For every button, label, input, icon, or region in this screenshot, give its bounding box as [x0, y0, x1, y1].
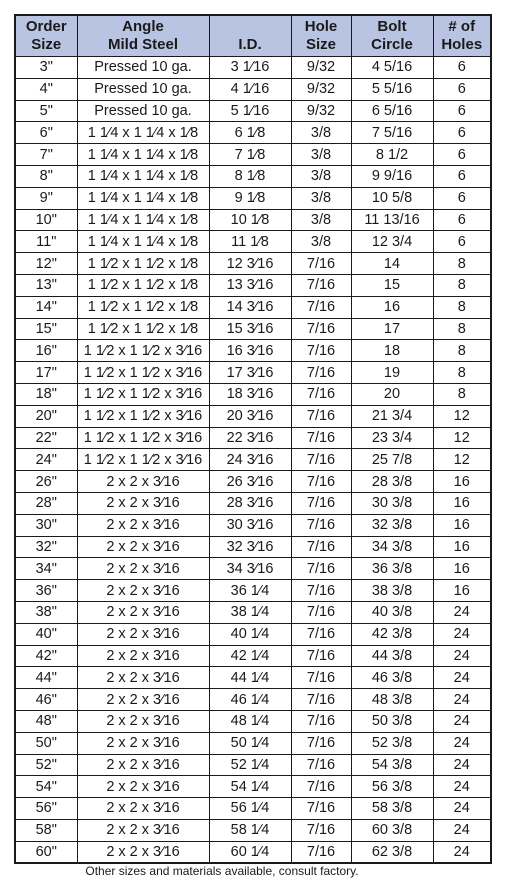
cell-id: 22 3⁄16: [209, 427, 291, 449]
cell-num-holes: 8: [433, 340, 491, 362]
header-order-size: [15, 15, 77, 57]
cell-num-holes: 24: [433, 667, 491, 689]
cell-id: 46 1⁄4: [209, 689, 291, 711]
table-row: [15, 165, 491, 187]
cell-bolt-circle: 34 3/8: [351, 536, 433, 558]
cell-angle: 2 x 2 x 3⁄16: [77, 819, 209, 841]
cell-id: 52 1⁄4: [209, 754, 291, 776]
cell-id: 9 1⁄8: [209, 187, 291, 209]
header-line: # of: [448, 18, 476, 35]
cell-order-size: 5": [15, 100, 77, 122]
cell-num-holes: 6: [433, 57, 491, 79]
header-line: Circle: [371, 36, 413, 53]
cell-num-holes: 24: [433, 601, 491, 623]
header-line: Size: [305, 36, 336, 53]
cell-hole-size: 7/16: [291, 492, 351, 514]
cell-bolt-circle: 25 7/8: [351, 449, 433, 471]
cell-angle: 2 x 2 x 3⁄16: [77, 558, 209, 580]
cell-hole-size: 7/16: [291, 253, 351, 275]
cell-bolt-circle: 30 3/8: [351, 492, 433, 514]
cell-angle: 1 1⁄2 x 1 1⁄2 x 1⁄8: [77, 274, 209, 296]
table-row: [15, 471, 491, 493]
cell-bolt-circle: 32 3/8: [351, 514, 433, 536]
table-row: [15, 231, 491, 253]
cell-id: 17 3⁄16: [209, 362, 291, 384]
cell-num-holes: 16: [433, 514, 491, 536]
cell-bolt-circle: 16: [351, 296, 433, 318]
cell-num-holes: 6: [433, 187, 491, 209]
cell-id: 28 3⁄16: [209, 492, 291, 514]
cell-hole-size: 7/16: [291, 362, 351, 384]
cell-hole-size: 7/16: [291, 776, 351, 798]
cell-id: 15 3⁄16: [209, 318, 291, 340]
cell-hole-size: 3/8: [291, 187, 351, 209]
cell-order-size: 60": [15, 841, 77, 863]
cell-hole-size: 7/16: [291, 558, 351, 580]
cell-order-size: 17": [15, 362, 77, 384]
cell-num-holes: 12: [433, 449, 491, 471]
cell-hole-size: 7/16: [291, 296, 351, 318]
cell-num-holes: 16: [433, 471, 491, 493]
cell-bolt-circle: 62 3/8: [351, 841, 433, 863]
cell-bolt-circle: 28 3/8: [351, 471, 433, 493]
cell-num-holes: 24: [433, 623, 491, 645]
cell-angle: 2 x 2 x 3⁄16: [77, 689, 209, 711]
cell-order-size: 16": [15, 340, 77, 362]
cell-order-size: 42": [15, 645, 77, 667]
cell-bolt-circle: 56 3/8: [351, 776, 433, 798]
cell-angle: 2 x 2 x 3⁄16: [77, 841, 209, 863]
cell-order-size: 54": [15, 776, 77, 798]
cell-bolt-circle: 58 3/8: [351, 798, 433, 820]
cell-id: 48 1⁄4: [209, 710, 291, 732]
cell-bolt-circle: 19: [351, 362, 433, 384]
cell-order-size: 26": [15, 471, 77, 493]
cell-angle: 1 1⁄4 x 1 1⁄4 x 1⁄8: [77, 209, 209, 231]
cell-order-size: 11": [15, 231, 77, 253]
cell-id: 7 1⁄8: [209, 144, 291, 166]
cell-num-holes: 6: [433, 100, 491, 122]
table-row: [15, 296, 491, 318]
cell-id: 4 1⁄16: [209, 78, 291, 100]
table-row: [15, 580, 491, 602]
cell-bolt-circle: 42 3/8: [351, 623, 433, 645]
cell-bolt-circle: 6 5/16: [351, 100, 433, 122]
cell-id: 6 1⁄8: [209, 122, 291, 144]
cell-order-size: 18": [15, 383, 77, 405]
cell-hole-size: 7/16: [291, 710, 351, 732]
cell-num-holes: 24: [433, 798, 491, 820]
cell-hole-size: 7/16: [291, 667, 351, 689]
flange-ring-table-container: [14, 14, 490, 864]
cell-num-holes: 16: [433, 580, 491, 602]
cell-id: 18 3⁄16: [209, 383, 291, 405]
cell-angle: 2 x 2 x 3⁄16: [77, 710, 209, 732]
header-num-holes: [433, 15, 491, 57]
cell-id: 36 1⁄4: [209, 580, 291, 602]
header-line: Holes: [441, 36, 483, 53]
cell-order-size: 20": [15, 405, 77, 427]
cell-angle: 2 x 2 x 3⁄16: [77, 732, 209, 754]
table-row: [15, 427, 491, 449]
cell-hole-size: 3/8: [291, 231, 351, 253]
cell-id: 44 1⁄4: [209, 667, 291, 689]
cell-angle: 1 1⁄4 x 1 1⁄4 x 1⁄8: [77, 122, 209, 144]
cell-angle: 2 x 2 x 3⁄16: [77, 798, 209, 820]
cell-angle: 2 x 2 x 3⁄16: [77, 601, 209, 623]
cell-order-size: 52": [15, 754, 77, 776]
cell-angle: 1 1⁄4 x 1 1⁄4 x 1⁄8: [77, 231, 209, 253]
cell-angle: 2 x 2 x 3⁄16: [77, 536, 209, 558]
table-row: [15, 362, 491, 384]
cell-hole-size: 7/16: [291, 623, 351, 645]
cell-id: 40 1⁄4: [209, 623, 291, 645]
cell-bolt-circle: 15: [351, 274, 433, 296]
cell-id: 16 3⁄16: [209, 340, 291, 362]
cell-angle: 2 x 2 x 3⁄16: [77, 623, 209, 645]
cell-bolt-circle: 18: [351, 340, 433, 362]
cell-order-size: 22": [15, 427, 77, 449]
cell-num-holes: 24: [433, 841, 491, 863]
cell-bolt-circle: 50 3/8: [351, 710, 433, 732]
cell-id: 13 3⁄16: [209, 274, 291, 296]
cell-hole-size: 7/16: [291, 383, 351, 405]
cell-id: 60 1⁄4: [209, 841, 291, 863]
table-row: [15, 819, 491, 841]
cell-bolt-circle: 9 9/16: [351, 165, 433, 187]
footnote: Other sizes and materials available, consult factory.: [85, 864, 359, 878]
cell-num-holes: 24: [433, 645, 491, 667]
header-bolt-circle: [351, 15, 433, 57]
cell-angle: 2 x 2 x 3⁄16: [77, 754, 209, 776]
table-row: [15, 122, 491, 144]
cell-bolt-circle: 14: [351, 253, 433, 275]
cell-hole-size: 3/8: [291, 165, 351, 187]
cell-num-holes: 16: [433, 558, 491, 580]
cell-num-holes: 24: [433, 732, 491, 754]
cell-hole-size: 3/8: [291, 209, 351, 231]
cell-order-size: 28": [15, 492, 77, 514]
header-line: I.D.: [238, 36, 262, 53]
cell-hole-size: 7/16: [291, 798, 351, 820]
header-line: Hole: [304, 18, 338, 35]
cell-bolt-circle: 44 3/8: [351, 645, 433, 667]
cell-order-size: 12": [15, 253, 77, 275]
cell-angle: 2 x 2 x 3⁄16: [77, 645, 209, 667]
cell-angle: 1 1⁄2 x 1 1⁄2 x 3⁄16: [77, 449, 209, 471]
cell-angle: 1 1⁄2 x 1 1⁄2 x 1⁄8: [77, 318, 209, 340]
cell-order-size: 7": [15, 144, 77, 166]
cell-bolt-circle: 7 5/16: [351, 122, 433, 144]
header-id: [209, 15, 291, 57]
cell-id: 56 1⁄4: [209, 798, 291, 820]
table-body: [15, 57, 491, 864]
cell-num-holes: 6: [433, 165, 491, 187]
cell-order-size: 48": [15, 710, 77, 732]
cell-angle: 1 1⁄2 x 1 1⁄2 x 3⁄16: [77, 427, 209, 449]
table-row: [15, 536, 491, 558]
table-row: [15, 340, 491, 362]
cell-hole-size: 7/16: [291, 274, 351, 296]
table-row: [15, 144, 491, 166]
table-row: [15, 623, 491, 645]
table-row: [15, 558, 491, 580]
cell-hole-size: 9/32: [291, 100, 351, 122]
table-row: [15, 253, 491, 275]
table-row: [15, 601, 491, 623]
cell-order-size: 10": [15, 209, 77, 231]
cell-bolt-circle: 11 13/16: [351, 209, 433, 231]
cell-angle: 1 1⁄2 x 1 1⁄2 x 3⁄16: [77, 405, 209, 427]
cell-num-holes: 8: [433, 253, 491, 275]
cell-order-size: 34": [15, 558, 77, 580]
table-row: [15, 645, 491, 667]
table-row: [15, 710, 491, 732]
cell-angle: 2 x 2 x 3⁄16: [77, 776, 209, 798]
cell-bolt-circle: 10 5/8: [351, 187, 433, 209]
table-row: [15, 57, 491, 79]
cell-num-holes: 24: [433, 689, 491, 711]
cell-id: 12 3⁄16: [209, 253, 291, 275]
cell-bolt-circle: 54 3/8: [351, 754, 433, 776]
cell-angle: 2 x 2 x 3⁄16: [77, 580, 209, 602]
cell-hole-size: 7/16: [291, 340, 351, 362]
cell-hole-size: 7/16: [291, 471, 351, 493]
cell-angle: 1 1⁄2 x 1 1⁄2 x 1⁄8: [77, 253, 209, 275]
cell-id: 42 1⁄4: [209, 645, 291, 667]
header-line: Angle: [122, 18, 164, 35]
cell-num-holes: 6: [433, 78, 491, 100]
cell-id: 3 1⁄16: [209, 57, 291, 79]
cell-num-holes: 6: [433, 231, 491, 253]
cell-id: 30 3⁄16: [209, 514, 291, 536]
cell-angle: 1 1⁄2 x 1 1⁄2 x 3⁄16: [77, 362, 209, 384]
header-line: Order: [25, 18, 67, 35]
cell-bolt-circle: 46 3/8: [351, 667, 433, 689]
table-row: [15, 100, 491, 122]
cell-angle: 2 x 2 x 3⁄16: [77, 667, 209, 689]
cell-bolt-circle: 23 3/4: [351, 427, 433, 449]
cell-bolt-circle: 17: [351, 318, 433, 340]
table-row: [15, 187, 491, 209]
cell-angle: 1 1⁄4 x 1 1⁄4 x 1⁄8: [77, 144, 209, 166]
cell-id: 14 3⁄16: [209, 296, 291, 318]
cell-hole-size: 7/16: [291, 536, 351, 558]
cell-bolt-circle: 52 3/8: [351, 732, 433, 754]
cell-order-size: 36": [15, 580, 77, 602]
cell-num-holes: 24: [433, 754, 491, 776]
cell-angle: 2 x 2 x 3⁄16: [77, 492, 209, 514]
table-row: [15, 449, 491, 471]
cell-bolt-circle: 8 1/2: [351, 144, 433, 166]
cell-bolt-circle: 21 3/4: [351, 405, 433, 427]
table-row: [15, 405, 491, 427]
cell-hole-size: 7/16: [291, 580, 351, 602]
cell-num-holes: 16: [433, 492, 491, 514]
cell-id: 34 3⁄16: [209, 558, 291, 580]
cell-hole-size: 7/16: [291, 732, 351, 754]
cell-num-holes: 8: [433, 296, 491, 318]
cell-hole-size: 7/16: [291, 689, 351, 711]
cell-angle: Pressed 10 ga.: [77, 57, 209, 79]
cell-angle: 1 1⁄4 x 1 1⁄4 x 1⁄8: [77, 165, 209, 187]
cell-num-holes: 8: [433, 383, 491, 405]
cell-bolt-circle: 5 5/16: [351, 78, 433, 100]
cell-id: 32 3⁄16: [209, 536, 291, 558]
cell-num-holes: 12: [433, 427, 491, 449]
cell-id: 20 3⁄16: [209, 405, 291, 427]
table-row: [15, 667, 491, 689]
cell-num-holes: 24: [433, 710, 491, 732]
cell-bolt-circle: 40 3/8: [351, 601, 433, 623]
cell-angle: 1 1⁄2 x 1 1⁄2 x 1⁄8: [77, 296, 209, 318]
cell-order-size: 13": [15, 274, 77, 296]
cell-num-holes: 8: [433, 274, 491, 296]
table-row: [15, 754, 491, 776]
cell-num-holes: 6: [433, 122, 491, 144]
cell-id: 58 1⁄4: [209, 819, 291, 841]
cell-num-holes: 6: [433, 144, 491, 166]
table-row: [15, 318, 491, 340]
header-angle-mild-steel: [77, 15, 209, 57]
cell-num-holes: 8: [433, 318, 491, 340]
cell-angle: 1 1⁄2 x 1 1⁄2 x 3⁄16: [77, 383, 209, 405]
cell-order-size: 24": [15, 449, 77, 471]
cell-order-size: 32": [15, 536, 77, 558]
cell-bolt-circle: 36 3/8: [351, 558, 433, 580]
table-row: [15, 689, 491, 711]
cell-order-size: 9": [15, 187, 77, 209]
table-row: [15, 274, 491, 296]
cell-angle: Pressed 10 ga.: [77, 78, 209, 100]
cell-id: 11 1⁄8: [209, 231, 291, 253]
cell-order-size: 38": [15, 601, 77, 623]
cell-bolt-circle: 4 5/16: [351, 57, 433, 79]
cell-order-size: 40": [15, 623, 77, 645]
header-line: Bolt: [377, 18, 407, 35]
cell-bolt-circle: 48 3/8: [351, 689, 433, 711]
table-row: [15, 798, 491, 820]
cell-bolt-circle: 12 3/4: [351, 231, 433, 253]
header-line: [210, 18, 291, 36]
cell-id: 10 1⁄8: [209, 209, 291, 231]
table-header-row: [15, 15, 491, 57]
header-line: Size: [31, 36, 62, 53]
header-hole-size: [291, 15, 351, 57]
cell-id: 26 3⁄16: [209, 471, 291, 493]
cell-hole-size: 7/16: [291, 449, 351, 471]
header-line: Mild Steel: [107, 36, 178, 53]
cell-num-holes: 24: [433, 819, 491, 841]
flange-ring-table: [14, 14, 492, 864]
cell-angle: 1 1⁄4 x 1 1⁄4 x 1⁄8: [77, 187, 209, 209]
table-row: [15, 776, 491, 798]
cell-order-size: 58": [15, 819, 77, 841]
cell-order-size: 14": [15, 296, 77, 318]
cell-id: 38 1⁄4: [209, 601, 291, 623]
cell-num-holes: 12: [433, 405, 491, 427]
cell-order-size: 6": [15, 122, 77, 144]
cell-order-size: 30": [15, 514, 77, 536]
table-row: [15, 492, 491, 514]
cell-hole-size: 7/16: [291, 427, 351, 449]
table-row: [15, 732, 491, 754]
cell-hole-size: 7/16: [291, 841, 351, 863]
cell-hole-size: 7/16: [291, 754, 351, 776]
cell-angle: 2 x 2 x 3⁄16: [77, 471, 209, 493]
cell-order-size: 4": [15, 78, 77, 100]
cell-hole-size: 7/16: [291, 645, 351, 667]
table-row: [15, 78, 491, 100]
cell-id: 50 1⁄4: [209, 732, 291, 754]
cell-order-size: 46": [15, 689, 77, 711]
table-row: [15, 383, 491, 405]
cell-hole-size: 9/32: [291, 57, 351, 79]
cell-hole-size: 3/8: [291, 144, 351, 166]
cell-id: 24 3⁄16: [209, 449, 291, 471]
table-row: [15, 841, 491, 863]
cell-hole-size: 3/8: [291, 122, 351, 144]
cell-num-holes: 16: [433, 536, 491, 558]
cell-num-holes: 6: [433, 209, 491, 231]
cell-bolt-circle: 38 3/8: [351, 580, 433, 602]
cell-hole-size: 7/16: [291, 601, 351, 623]
cell-angle: 2 x 2 x 3⁄16: [77, 514, 209, 536]
cell-angle: 1 1⁄2 x 1 1⁄2 x 3⁄16: [77, 340, 209, 362]
cell-angle: Pressed 10 ga.: [77, 100, 209, 122]
cell-id: 8 1⁄8: [209, 165, 291, 187]
cell-order-size: 44": [15, 667, 77, 689]
table-row: [15, 209, 491, 231]
cell-hole-size: 7/16: [291, 819, 351, 841]
cell-hole-size: 7/16: [291, 405, 351, 427]
cell-hole-size: 9/32: [291, 78, 351, 100]
cell-order-size: 56": [15, 798, 77, 820]
cell-order-size: 15": [15, 318, 77, 340]
cell-order-size: 50": [15, 732, 77, 754]
cell-order-size: 8": [15, 165, 77, 187]
cell-hole-size: 7/16: [291, 318, 351, 340]
table-row: [15, 514, 491, 536]
cell-hole-size: 7/16: [291, 514, 351, 536]
cell-id: 5 1⁄16: [209, 100, 291, 122]
cell-order-size: 3": [15, 57, 77, 79]
cell-bolt-circle: 60 3/8: [351, 819, 433, 841]
cell-id: 54 1⁄4: [209, 776, 291, 798]
cell-num-holes: 24: [433, 776, 491, 798]
cell-num-holes: 8: [433, 362, 491, 384]
cell-bolt-circle: 20: [351, 383, 433, 405]
